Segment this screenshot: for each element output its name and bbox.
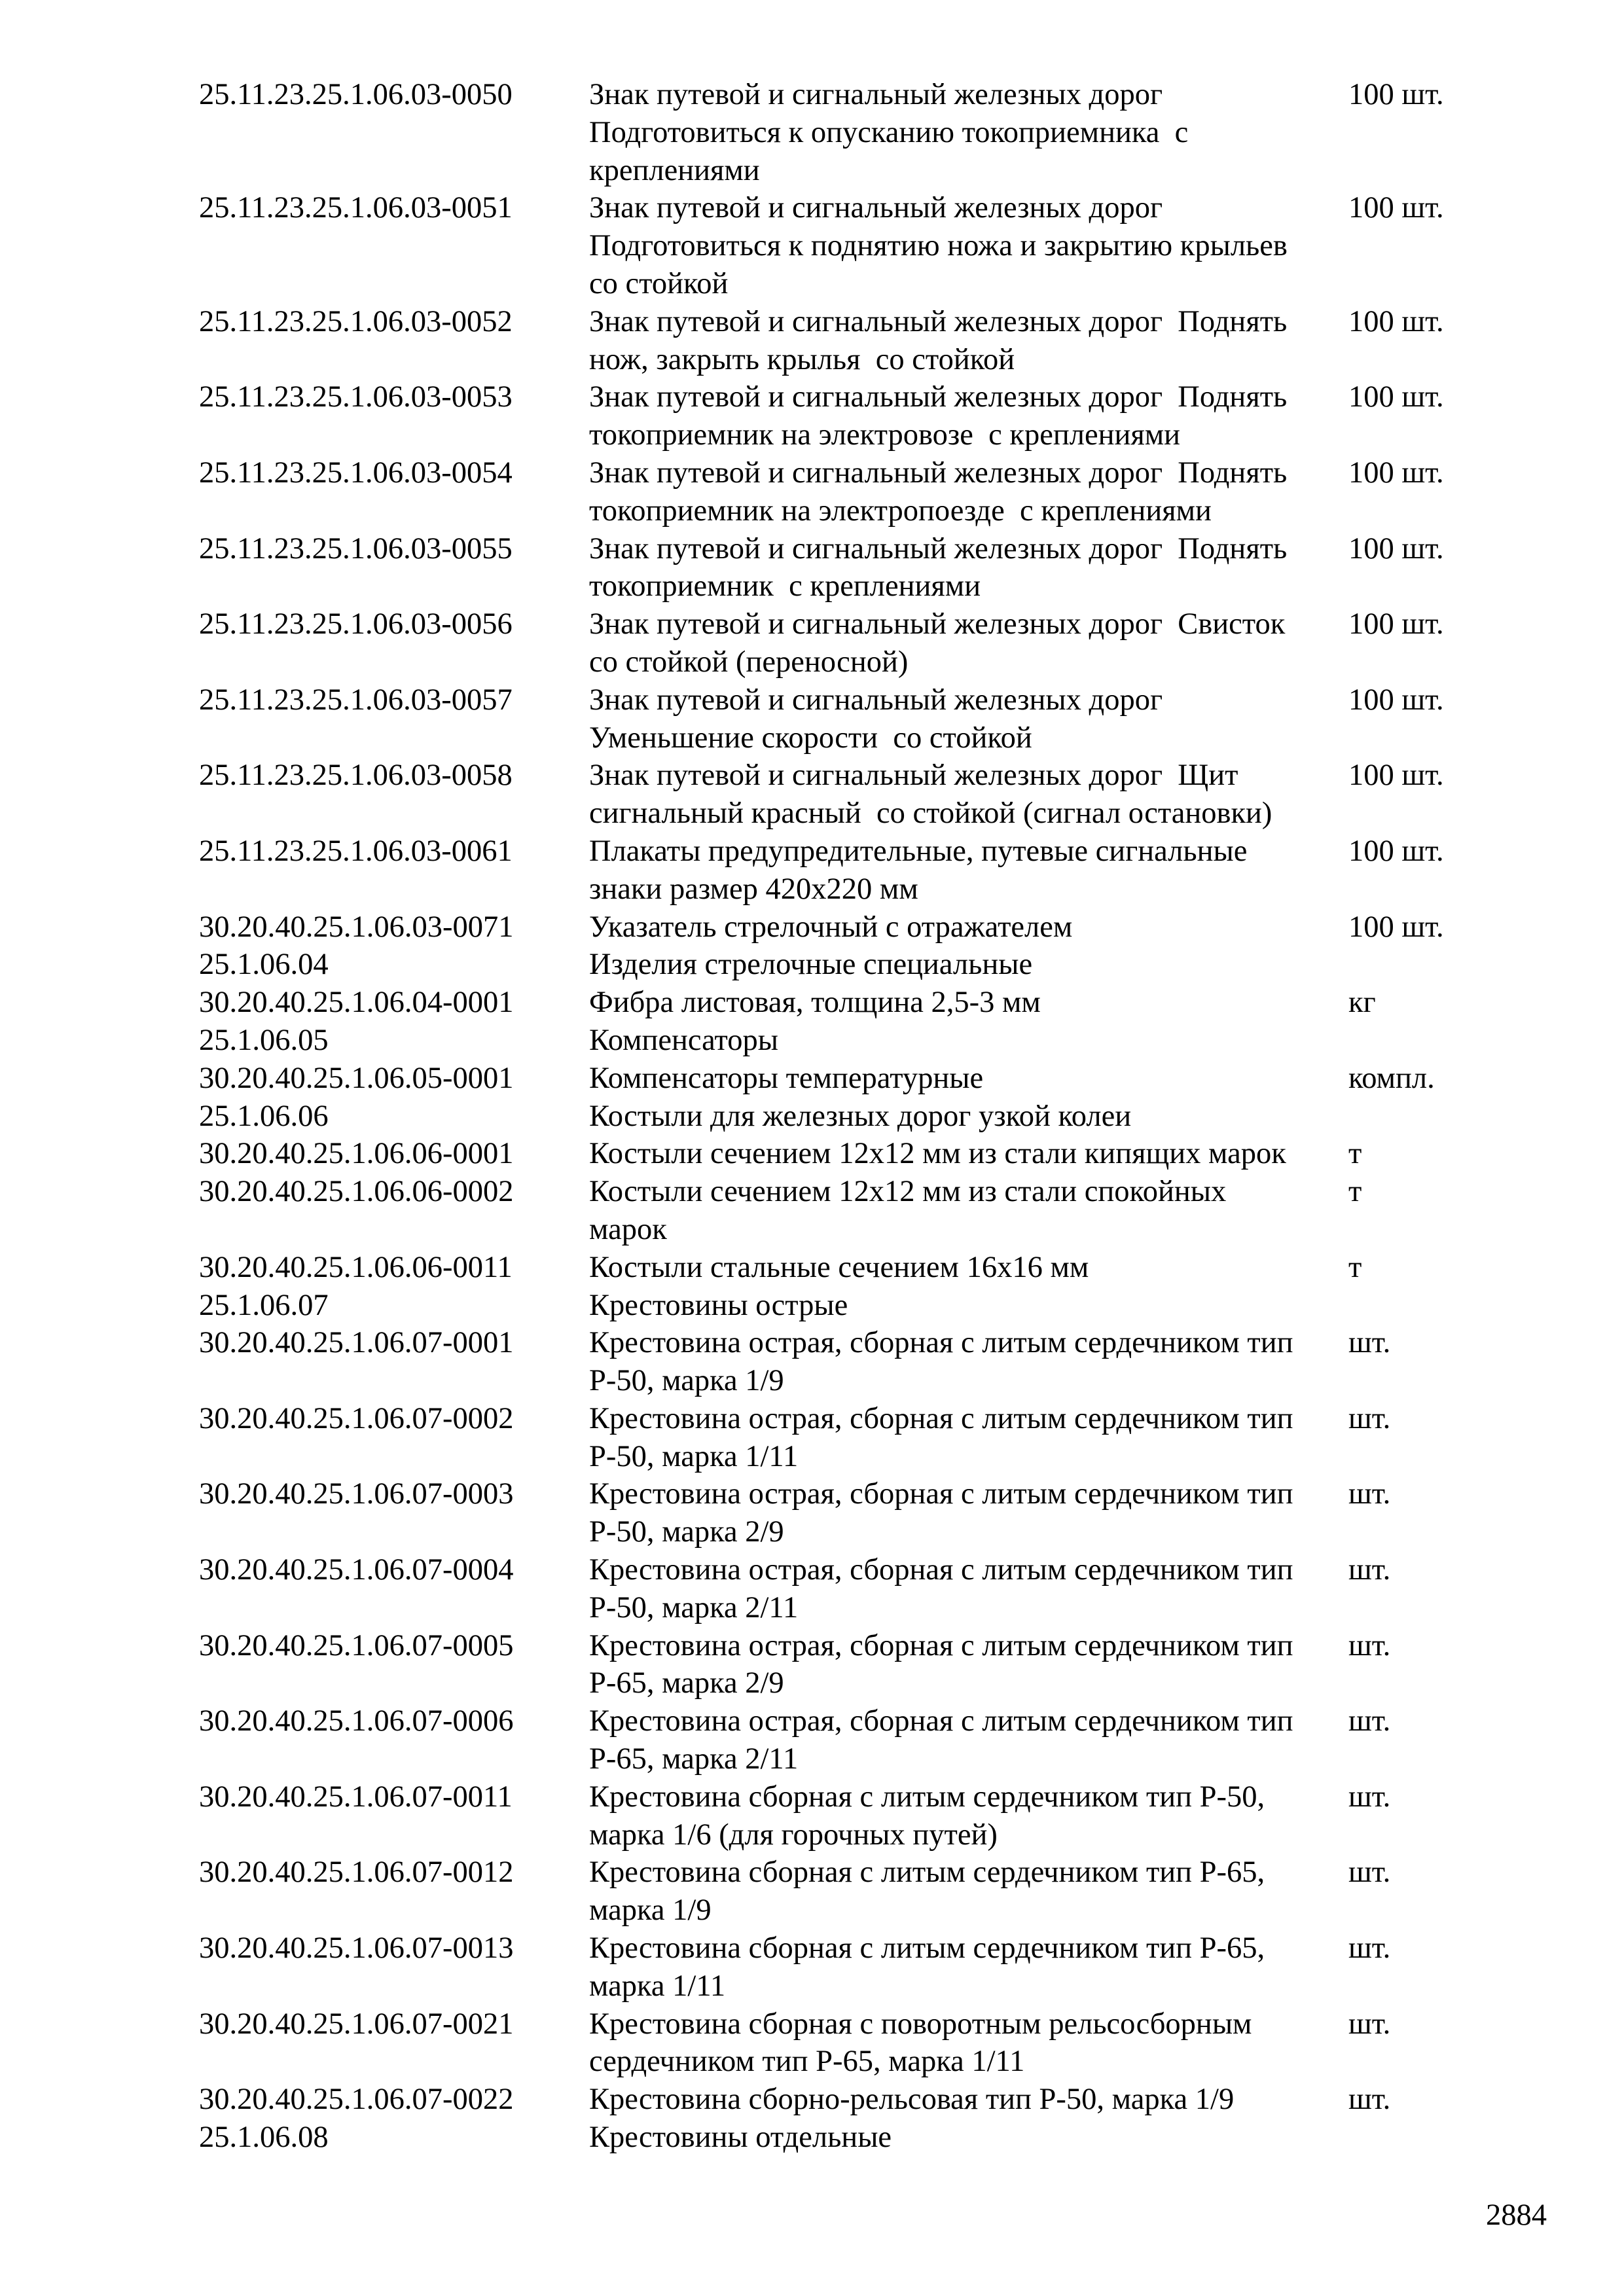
row-unit: шт. xyxy=(1348,1704,1391,1738)
row-name: Компенсаторы xyxy=(589,1023,778,1057)
row-code: 30.20.40.25.1.06.04-0001 xyxy=(199,986,514,1020)
table-row xyxy=(199,1249,1508,1287)
resource-table xyxy=(199,76,1508,2157)
table-row xyxy=(199,1702,1508,1778)
table-row xyxy=(199,908,1508,946)
row-unit: шт. xyxy=(1348,1326,1391,1360)
table-row xyxy=(199,681,1508,757)
table-row xyxy=(199,1135,1508,1173)
row-code: 30.20.40.25.1.06.05-0001 xyxy=(199,1061,514,1095)
row-code: 25.11.23.25.1.06.03-0061 xyxy=(199,834,513,868)
row-unit: 100 шт. xyxy=(1348,607,1444,641)
row-code: 30.20.40.25.1.06.07-0012 xyxy=(199,1856,514,1890)
row-unit: т xyxy=(1348,1137,1362,1171)
table-row xyxy=(199,2081,1508,2119)
row-name: Крестовина острая, сборная с литым сердечником тип Р-50, марка 1/11 xyxy=(589,1401,1293,1473)
row-code: 25.11.23.25.1.06.03-0051 xyxy=(199,191,513,225)
table-row xyxy=(199,1627,1508,1703)
row-name: Крестовина острая, сборная с литым сердечником тип Р-65, марка 2/9 xyxy=(589,1628,1293,1700)
row-name: Костыли для железных дорог узкой колеи xyxy=(589,1099,1132,1133)
table-row xyxy=(199,2005,1508,2081)
row-name: Крестовины острые xyxy=(589,1288,848,1322)
page-number: 2884 xyxy=(1486,2198,1547,2232)
row-name: Крестовина сборная с литым сердечником тип Р-65, марка 1/11 xyxy=(589,1931,1265,2003)
table-row xyxy=(199,757,1508,833)
row-code: 30.20.40.25.1.06.03-0071 xyxy=(199,910,514,944)
row-code: 30.20.40.25.1.06.06-0002 xyxy=(199,1175,514,1209)
row-unit: шт. xyxy=(1348,1553,1391,1587)
row-name: Фибра листовая, толщина 2,5-3 мм xyxy=(589,986,1041,1020)
table-row xyxy=(199,454,1508,530)
row-name: Крестовина острая, сборная с литым сердечником тип Р-50, марка 1/9 xyxy=(589,1326,1293,1398)
row-code: 25.11.23.25.1.06.03-0054 xyxy=(199,456,513,490)
row-unit: шт. xyxy=(1348,1401,1391,1435)
row-unit: шт. xyxy=(1348,1477,1391,1511)
row-unit: 100 шт. xyxy=(1348,304,1444,338)
row-name: Изделия стрелочные специальные xyxy=(589,948,1033,982)
row-name: Костыли стальные сечением 16х16 мм xyxy=(589,1250,1089,1284)
row-name: Крестовина сборная с поворотным рельсосборным сердечником тип Р-65, марка 1/11 xyxy=(589,2007,1252,2079)
row-name: Костыли сечением 12х12 мм из стали кипящих марок xyxy=(589,1137,1286,1171)
table-row xyxy=(199,303,1508,379)
row-unit: шт. xyxy=(1348,1931,1391,1965)
row-name: Костыли сечением 12х12 мм из стали спокойных марок xyxy=(589,1175,1227,1246)
table-row xyxy=(199,1022,1508,1060)
row-unit: 100 шт. xyxy=(1348,759,1444,793)
row-unit: шт. xyxy=(1348,1628,1391,1662)
table-row xyxy=(199,946,1508,984)
row-unit: т xyxy=(1348,1175,1362,1209)
row-code: 30.20.40.25.1.06.07-0011 xyxy=(199,1780,513,1814)
row-code: 25.1.06.06 xyxy=(199,1099,329,1133)
row-unit: шт. xyxy=(1348,1856,1391,1890)
row-name: Крестовина острая, сборная с литым сердечником тип Р-50, марка 2/9 xyxy=(589,1477,1293,1549)
table-row xyxy=(199,2119,1508,2157)
row-unit: шт. xyxy=(1348,2007,1391,2041)
row-unit: 100 шт. xyxy=(1348,191,1444,225)
row-name: Знак путевой и сигнальный железных дорог Подготовиться к опусканию токоприемника с креплениями xyxy=(589,78,1189,187)
table-row xyxy=(199,1929,1508,2005)
row-name: Знак путевой и сигнальный железных дорог Подготовиться к поднятию ножа и закрытию крыльев со стойкой xyxy=(589,191,1288,300)
row-unit: 100 шт. xyxy=(1348,834,1444,868)
row-code: 25.1.06.08 xyxy=(199,2121,329,2155)
row-code: 25.1.06.04 xyxy=(199,948,329,982)
row-code: 30.20.40.25.1.06.07-0021 xyxy=(199,2007,514,2041)
table-row xyxy=(199,984,1508,1022)
row-unit: 100 шт. xyxy=(1348,380,1444,414)
row-name: Крестовина сборно-рельсовая тип Р-50, марка 1/9 xyxy=(589,2083,1235,2117)
row-name: Знак путевой и сигнальный железных дорог Поднять токоприемник на электровозе с креплениями xyxy=(589,380,1288,452)
table-row xyxy=(199,1778,1508,1854)
row-name: Знак путевой и сигнальный железных дорог Поднять нож, закрыть крылья со стойкой xyxy=(589,304,1288,376)
row-code: 25.11.23.25.1.06.03-0056 xyxy=(199,607,513,641)
table-row xyxy=(199,1060,1508,1098)
row-unit: 100 шт. xyxy=(1348,78,1444,111)
row-unit: шт. xyxy=(1348,2083,1391,2117)
table-row xyxy=(199,1324,1508,1400)
table-row xyxy=(199,378,1508,454)
row-unit: 100 шт. xyxy=(1348,531,1444,565)
row-code: 25.1.06.05 xyxy=(199,1023,329,1057)
row-unit: кг xyxy=(1348,986,1376,1020)
row-code: 25.11.23.25.1.06.03-0055 xyxy=(199,531,513,565)
table-row xyxy=(199,1173,1508,1249)
row-code: 30.20.40.25.1.06.07-0013 xyxy=(199,1931,514,1965)
row-code: 25.11.23.25.1.06.03-0053 xyxy=(199,380,513,414)
row-code: 25.1.06.07 xyxy=(199,1288,329,1322)
table-row xyxy=(199,1551,1508,1627)
row-name: Знак путевой и сигнальный железных дорог Свисток со стойкой (переносной) xyxy=(589,607,1286,679)
table-row xyxy=(199,1287,1508,1325)
row-code: 30.20.40.25.1.06.06-0011 xyxy=(199,1250,513,1284)
row-unit: 100 шт. xyxy=(1348,683,1444,717)
row-name: Крестовины отдельные xyxy=(589,2121,892,2155)
row-code: 30.20.40.25.1.06.07-0003 xyxy=(199,1477,514,1511)
row-unit: 100 шт. xyxy=(1348,456,1444,490)
table-row xyxy=(199,1400,1508,1476)
table-row xyxy=(199,605,1508,681)
table-row xyxy=(199,530,1508,606)
row-code: 25.11.23.25.1.06.03-0058 xyxy=(199,759,513,793)
row-name: Указатель стрелочный с отражателем xyxy=(589,910,1073,944)
row-name: Знак путевой и сигнальный железных дорог Поднять токоприемник на электропоезде с креплениями xyxy=(589,456,1288,528)
row-unit: шт. xyxy=(1348,1780,1391,1814)
row-name: Плакаты предупредительные, путевые сигнальные знаки размер 420х220 мм xyxy=(589,834,1248,906)
row-code: 30.20.40.25.1.06.07-0001 xyxy=(199,1326,514,1360)
row-code: 25.11.23.25.1.06.03-0052 xyxy=(199,304,513,338)
table-row xyxy=(199,76,1508,189)
table-row xyxy=(199,1854,1508,1929)
row-name: Знак путевой и сигнальный железных дорог Поднять токоприемник с креплениями xyxy=(589,531,1288,603)
row-code: 25.11.23.25.1.06.03-0057 xyxy=(199,683,513,717)
row-code: 25.11.23.25.1.06.03-0050 xyxy=(199,78,513,111)
row-unit: т xyxy=(1348,1250,1362,1284)
row-name: Крестовина сборная с литым сердечником тип Р-65, марка 1/9 xyxy=(589,1856,1265,1928)
row-unit: компл. xyxy=(1348,1061,1435,1095)
row-name: Компенсаторы температурные xyxy=(589,1061,984,1095)
row-name: Крестовина острая, сборная с литым сердечником тип Р-65, марка 2/11 xyxy=(589,1704,1293,1776)
row-name: Знак путевой и сигнальный железных дорог Щит сигнальный красный со стойкой (сигнал остановки) xyxy=(589,759,1272,831)
row-code: 30.20.40.25.1.06.07-0004 xyxy=(199,1553,514,1587)
table-row xyxy=(199,1475,1508,1551)
table-row xyxy=(199,833,1508,908)
table-row xyxy=(199,189,1508,302)
row-unit: 100 шт. xyxy=(1348,910,1444,944)
row-code: 30.20.40.25.1.06.07-0006 xyxy=(199,1704,514,1738)
row-name: Знак путевой и сигнальный железных дорог Уменьшение скорости со стойкой xyxy=(589,683,1163,755)
row-code: 30.20.40.25.1.06.07-0022 xyxy=(199,2083,514,2117)
row-name: Крестовина острая, сборная с литым сердечником тип Р-50, марка 2/11 xyxy=(589,1553,1293,1624)
row-code: 30.20.40.25.1.06.07-0002 xyxy=(199,1401,514,1435)
table-row xyxy=(199,1098,1508,1136)
row-code: 30.20.40.25.1.06.07-0005 xyxy=(199,1628,514,1662)
row-code: 30.20.40.25.1.06.06-0001 xyxy=(199,1137,514,1171)
row-name: Крестовина сборная с литым сердечником тип Р-50, марка 1/6 (для горочных путей) xyxy=(589,1780,1265,1852)
